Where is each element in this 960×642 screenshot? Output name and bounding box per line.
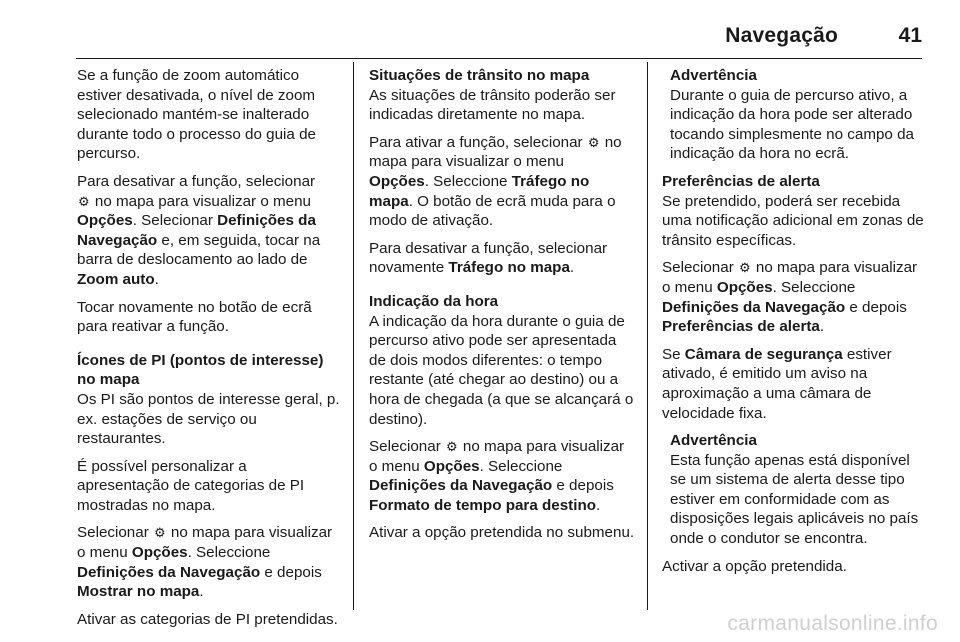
paragraph: Selecionar ⚙ no mapa para visualizar o menu Opções. Seleccione Definições da Navegação e depois Preferências de alerta. [662,259,918,336]
menu-term: Preferências de alerta [662,318,820,336]
note-body: Esta função apenas está disponível se um sistema de alerta desse tipo estiver em conformidade com as disposições legais aplicáveis no país onde o condutor se encontra. [670,451,919,548]
paragraph: Se Câmara de segurança estiver ativado, é emitido um aviso na aproximação a uma câmara de velocidade fixa. [662,345,892,422]
page-number: 41 [898,24,922,47]
menu-term: Zoom auto [77,270,155,288]
menu-term: Opções [369,172,425,190]
gear-icon: ⚙ [739,260,751,276]
menu-term: Definições da Navegação [369,477,553,495]
paragraph: Ativar as categorias de PI pretendidas. [77,610,338,628]
menu-term: Opções [716,278,773,296]
note-heading: Advertência [670,432,757,450]
section-heading: Ícones de PI (pontos de interesse) no mapa [77,351,324,389]
menu-term: Mostrar no mapa [77,583,200,601]
note-body: Durante o guia de percurso ativo, a indicação da hora pode ser alterado tocando simplesmente no campo da indicação da hora no ecrã. [670,86,914,163]
paragraph: Se a função de zoom automático estiver desativada, o nível de zoom selecionado mantém-se inalterado durante todo o processo do guia de percurso. [77,67,316,163]
gear-icon: ⚙ [78,193,90,209]
menu-term: Definições da Navegação [77,563,261,581]
menu-term: Tráfego no mapa [448,259,570,277]
note-heading: Advertência [670,67,757,84]
watermark: carmanualsonline.info [727,612,938,635]
menu-term: Opções [423,457,480,475]
paragraph: Se pretendido, poderá ser recebida uma notificação adicional em zonas de trânsito específicas. [662,192,924,249]
column-1 [77,66,341,637]
section-heading: Situações de trânsito no mapa [369,67,590,84]
section-heading: Preferências de alerta [662,172,820,190]
header-rule [76,58,922,59]
menu-term: Formato de tempo para destino [369,496,596,514]
gear-icon: ⚙ [446,439,458,455]
page-header [38,24,922,54]
note-box [662,431,928,549]
gear-icon: ⚙ [154,525,166,541]
paragraph: As situações de trânsito poderão ser indicadas diretamente no mapa. [369,86,616,124]
paragraph: Activar a opção pretendida. [662,557,847,575]
paragraph: Selecionar ⚙ no mapa para visualizar o menu Opções. Seleccione Definições da Navegação e depois Formato de tempo para destino. [369,438,625,514]
menu-term: Definições da Navegação [662,298,846,316]
gear-icon: ⚙ [587,134,600,150]
column-3 [662,66,928,584]
column-divider [353,62,354,610]
paragraph: Os PI são pontos de interesse geral, p. ex. estações de serviço ou restaurantes. [77,390,340,448]
menu-term: Câmara de segurança [684,345,843,363]
section-heading: Indicação da hora [369,292,499,310]
menu-term: Opções [77,212,133,230]
menu-term: Tráfego no mapa [369,172,590,210]
menu-term: Definições da Navegação [77,212,316,249]
paragraph: Para desativar a função, selecionar novamente Tráfego no mapa. [369,239,608,277]
paragraph: Selecionar ⚙ no mapa para visualizar o menu Opções. Seleccione Definições da Navegação e depois Mostrar no mapa. [77,524,333,601]
paragraph: Ativar a opção pretendida no submenu. [369,524,635,542]
column-2 [369,66,635,551]
paragraph: A indicação da hora durante o guia de percurso ativo pode ser apresentada de dois modos diferentes: o tempo restante (até chegar ao destino) ou a hora de chegada (a que se alcançará o destino). [369,312,634,428]
paragraph: Para ativar a função, selecionar ⚙ no mapa para visualizar o menu Opções. Seleccione Tráfego no mapa. O botão de ecrã muda para o modo de ativação. [369,133,622,230]
paragraph: É possível personalizar a apresentação de categorias de PI mostradas no mapa. [77,457,305,514]
note-box [662,66,928,164]
paragraph: Tocar novamente no botão de ecrã para reativar a função. [77,298,312,336]
menu-term: Opções [131,544,188,562]
column-divider [647,62,648,610]
paragraph: Para desativar a função, selecionar ⚙ no mapa para visualizar o menu Opções. Selecionar Definições da Navegação e, em seguida, tocar na barra de deslocamento ao lado de Zoom auto. [77,172,321,288]
page-title: Navegação [725,24,838,47]
